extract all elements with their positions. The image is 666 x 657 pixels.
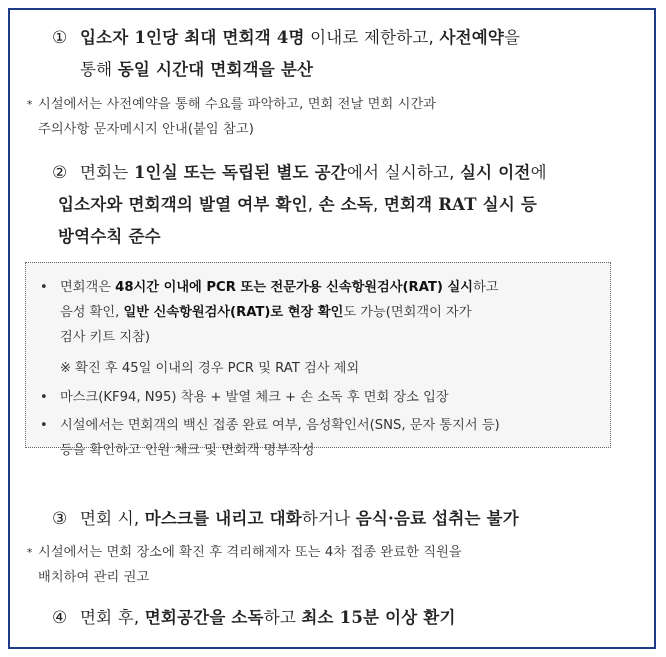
note-marker: * bbox=[27, 98, 33, 111]
item-3-note bbox=[27, 540, 640, 590]
text-run: 이내로 제한하고, bbox=[304, 28, 440, 47]
box-bullet-1 bbox=[40, 275, 600, 350]
box-bullet-1-line-3 bbox=[40, 325, 600, 350]
text-run: 을 bbox=[504, 28, 521, 47]
bold-run: 사전예약 bbox=[439, 28, 504, 47]
text-run: 에 bbox=[530, 163, 547, 182]
text-run: , bbox=[373, 195, 384, 214]
text-run: 에서 실시하고, bbox=[346, 163, 461, 182]
note-marker: * bbox=[27, 546, 33, 559]
bold-run: 입소자 1인당 최대 면회객 4명 bbox=[80, 28, 305, 47]
bold-run: 면회공간을 소독 bbox=[144, 608, 264, 627]
item-4-text bbox=[80, 602, 636, 634]
item-1-number: ① bbox=[52, 28, 68, 48]
text-run: 검사 키트 지참) bbox=[60, 330, 150, 345]
item-4-line-1 bbox=[80, 602, 636, 634]
box-bullet-3-line-2: 등을 확인하고 인원 체크 및 면회객 명부작성 bbox=[60, 443, 315, 458]
bullet-marker: • bbox=[40, 418, 48, 433]
text-run: 하거나 bbox=[301, 509, 356, 528]
item-1-text bbox=[80, 22, 636, 86]
bold-run: 일반 신속항원검사(RAT)로 현장 확인 bbox=[123, 305, 344, 320]
item-1-line-2 bbox=[80, 54, 636, 86]
bold-run: 실시 이전 bbox=[460, 163, 531, 182]
item-1-line-1 bbox=[80, 22, 636, 54]
text-run: 하고 bbox=[263, 608, 302, 627]
bold-run: 48시간 이내에 PCR 또는 전문가용 신속항원검사(RAT) 실시 bbox=[115, 280, 473, 295]
item-2-text bbox=[58, 157, 636, 253]
requirements-box bbox=[25, 262, 611, 458]
bullet-marker: • bbox=[40, 390, 48, 405]
bold-run: 마스크를 내리고 대화 bbox=[144, 509, 302, 528]
bold-run: 면회객 RAT 실시 등 bbox=[383, 195, 538, 214]
bold-run: 최소 15분 이상 환기 bbox=[301, 608, 456, 627]
box-bullet-2-line: 마스크(KF94, N95) 착용 + 발열 체크 + 손 소독 후 면회 장소 입장 bbox=[60, 390, 449, 405]
box-bullet-3-line-1: 시설에서는 면회객의 백신 접종 완료 여부, 음성확인서(SNS, 문자 통지서 등) bbox=[60, 418, 500, 433]
item-3-note-line-2: 배치하여 관리 권고 bbox=[38, 570, 150, 585]
item-2-line-1 bbox=[80, 157, 636, 189]
text-run: 면회 후, bbox=[80, 608, 145, 627]
text-run: 하고 bbox=[472, 280, 499, 295]
box-reference-note: ※ 확진 후 45일 이내의 경우 PCR 및 RAT 검사 제외 bbox=[60, 361, 360, 376]
text-run: 음성 확인, bbox=[60, 305, 124, 320]
text-run: 면회객은 bbox=[60, 280, 116, 295]
bold-run: 동일 시간대 면회객을 분산 bbox=[117, 60, 314, 79]
bold-run: 손 소독 bbox=[318, 195, 373, 214]
item-2-number: ② bbox=[52, 163, 68, 183]
item-3-number: ③ bbox=[52, 509, 68, 529]
text-run: 통해 bbox=[80, 60, 118, 79]
item-3-line-1 bbox=[80, 503, 636, 535]
bold-run: 입소자와 면회객의 발열 여부 확인 bbox=[58, 195, 308, 214]
bold-run: 음식·음료 섭취는 불가 bbox=[355, 509, 519, 528]
item-1-note bbox=[27, 92, 640, 142]
item-3-note-line-1: 시설에서는 면회 장소에 확진 후 격리해제자 또는 4차 접종 완료한 직원을 bbox=[38, 545, 462, 560]
item-1-note-line-1: 시설에서는 사전예약을 통해 수요를 파악하고, 면회 전날 면회 시간과 bbox=[38, 97, 437, 112]
item-2-line-3 bbox=[58, 221, 636, 253]
box-bullet-2 bbox=[40, 385, 600, 410]
text-run: 도 가능(면회객이 자가 bbox=[343, 305, 472, 320]
box-bullet-1-line-2 bbox=[40, 300, 600, 325]
box-bullet-1-line-1 bbox=[40, 275, 600, 300]
item-2-line-2 bbox=[58, 189, 636, 221]
item-1-note-line-2: 주의사항 문자메시지 안내(붙임 참고) bbox=[38, 122, 254, 137]
bullet-marker: • bbox=[40, 280, 48, 295]
bold-run: 방역수칙 준수 bbox=[58, 227, 161, 246]
box-bullet-3 bbox=[40, 413, 600, 463]
bold-run: 1인실 또는 독립된 별도 공간 bbox=[133, 163, 347, 182]
text-run: , bbox=[307, 195, 319, 214]
item-3-text bbox=[80, 503, 636, 535]
item-4-number: ④ bbox=[52, 608, 68, 628]
text-run: 면회 시, bbox=[80, 509, 145, 528]
text-run: 면회는 bbox=[80, 163, 134, 182]
